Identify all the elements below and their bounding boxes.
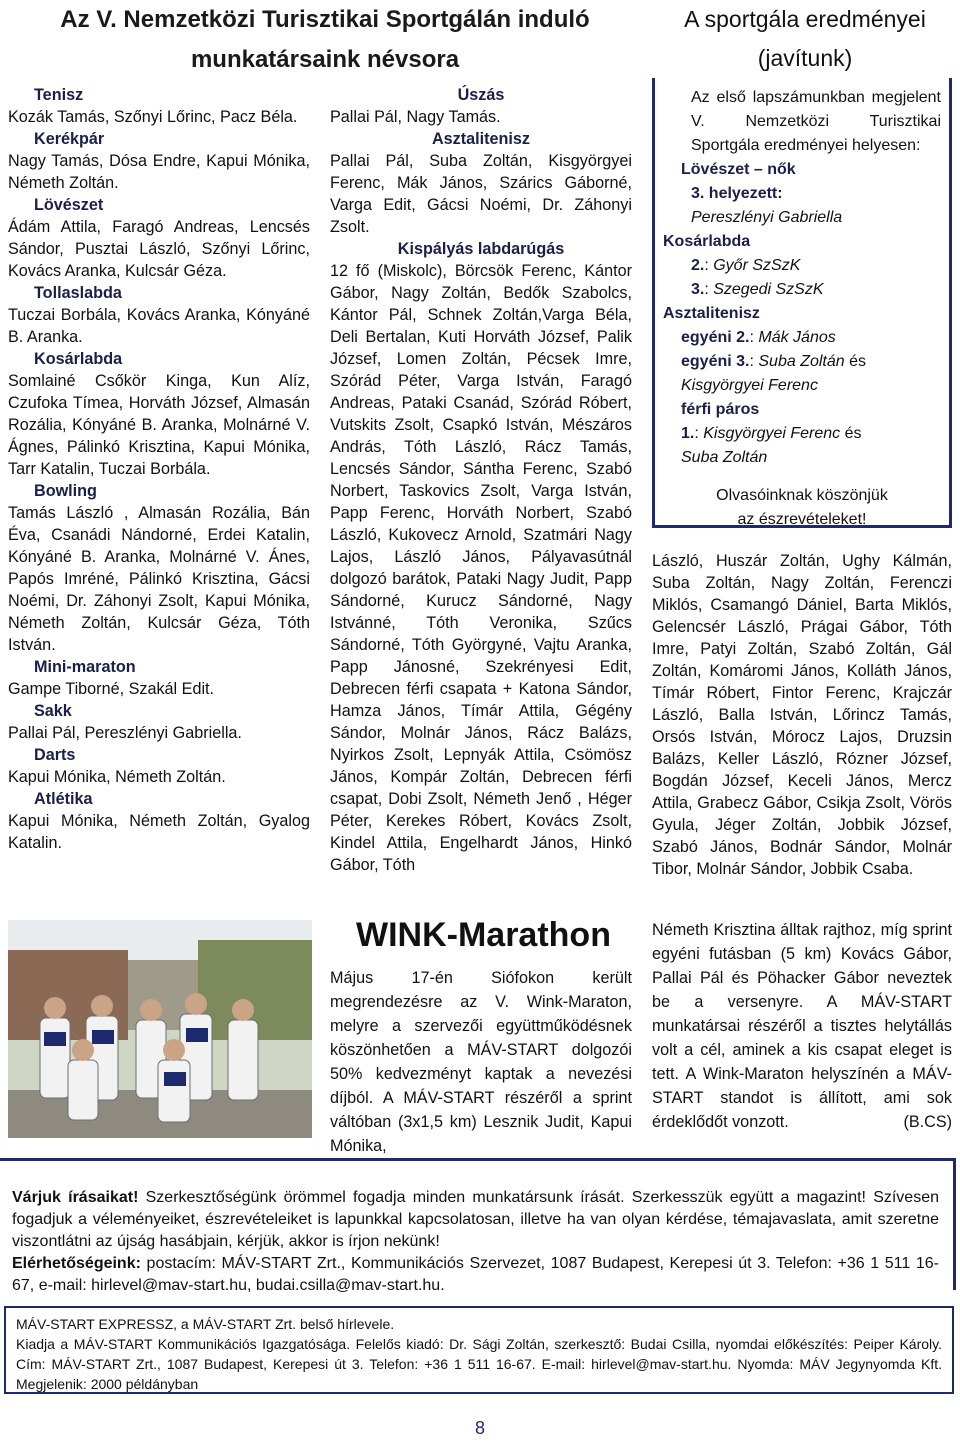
results-intro: Az első lapszámunkban megjelent V. Nemzetközi Turisztikai Sportgála eredményei helyesen: <box>691 89 941 154</box>
team-photo <box>8 920 312 1138</box>
result-heading: Kosárlabda <box>663 233 751 250</box>
participants-column-3: László, Huszár Zoltán, Ughy Kálmán, Suba Zoltán, Nagy Zoltán, Ferenczi Miklós, Csamangó Dániel, Barta Miklós, Gelencsér László, Prágai Gábor, Tóth Imre, Patyi Zoltán, Szabó Zoltán, Gál Zoltán, Komáromi János, Kolláth János, Tímár Róbert, Fintor Ferenc, Krajczár László, Balla István, Lőrincz Tamás, Orsós István, Mórocz Lajos, Druzsin Balázs, Keller László, Rózner József, Bogdán József, Keceli János, Mercz Attila, Grabecz Gábor, Csikja Zsolt, Vörös Gyula, Jéger Zoltán, Jobbik József, Szabó János, Bodnár Sándor, Molnár Tibor, Molnár Sándor, Jobbik Csaba. <box>652 552 952 878</box>
participants-column-2 <box>330 84 632 876</box>
results-title: A sportgála eredményei <box>684 6 926 32</box>
result-name: Suba Zoltán <box>758 353 845 370</box>
result-heading: Asztalitenisz <box>663 305 760 322</box>
participant-list: Kapui Mónika, Németh Zoltán, Gyalog Katalin. <box>8 812 310 852</box>
sport-heading: Kispályás labdarúgás <box>397 240 565 258</box>
result-place: egyéni 3. <box>681 353 750 370</box>
sport-heading: Tollaslabda <box>34 284 122 302</box>
sport-heading: Kosárlabda <box>34 350 123 368</box>
thanks-line-1: Olvasóinknak köszönjük <box>716 487 888 504</box>
participant-list: 12 fő (Miskolc), Börcsök Ferenc, Kántor Gábor, Nagy Zoltán, Bedők Szabolcs, Kántor Pál, Schnek Zoltán,Varga Béla, Deli Bertalan, Kuti Horváth József, Palik József, Lomen Zoltán, Pécsek Imre, Szórád Péter, Varga István, Faragó Andreas, Pataki Csanád, Szórád Róbert, Vutskits Zsolt, Csapkó István, Mészáros András, Tóth László, Rácz Tamás, Lencsés Sándor, Sántha Ferenc, Szabó Norbert, Taskovics Zsolt, Varga István, Papp Ferenc, Horváth Norbert, Szabó László, Kukovecz Arnold, Szatmári Nagy Lajos, László János, Pályavasútnál dolgozó barátok, Pataki Nagy Judit, Papp Sándorné, Kurucz Sándorné, Nagy Istvánné, Tóth Veronika, Szűcs Sándorné, Tóth Györgyné, Vajtu Aranka, Papp Jánosné, Szekrényesi Edit, Debrecen férfi csapata + Katona Sándor, Hamza János, Tímár Attila, Gégény Sándor, Molnár János, Rácz Balázs, Nyirkos Zsolt, Lepnyák Attila, Csömösz János, Kompár Zoltán, Debrecen férfi csapat, Dobi Zsolt, Németh Jenő , Héger Péter, Kerekes Róbert, Kovács Zsolt, Kindel Attila, Engelhardt János, Hinkó Gábor, Tóth <box>330 262 632 874</box>
participant-list: Tamás László , Almasán Rozália, Bán Éva, Csanádi Nándorné, Erdei Katalin, Kónyáné B. Aranka, Molnárné V. Ánes, Papós Imréné, Pálinkó Krisztina, Gácsi Noémi, Dr. Záhonyi Zsolt, Kapui Mónika, Németh Zoltán, Kulcsár Géza, Tóth István. <box>8 504 310 654</box>
call-to-action-text: Szerkesztőségünk örömmel fogadja minden munkatársunk írását. Szerkesszük együtt a magazint! Szívesen fogadjuk a véleményeiket, észrevételeiket is lapunkkal kapcsolatosan, illetve ha van olyan kérdése, témajavaslata, amit szeretne viszontlátni az újság hasábjain, kérjük, akkor is írjon nekünk! <box>12 1189 940 1250</box>
wink-article: Május 17-én Siófokon került megrendezésre az V. Wink-Maraton, melyre a szervezői együttműködésnek köszönhetően a MÁV-START dolgozói 50% kedvezményt kaptak a nevezési díjból. A MÁV-START részéről a sprint váltóban (3x1,5 km) Lesznik Judit, Kapui Mónika, <box>330 969 632 1155</box>
wink-text-continued: Németh Krisztina álltak rajthoz, míg sprint egyéni futásban (5 km) Kovács Gábor, Pallai Pál és Pöhacker Gábor neveztek be a versenyre. A MÁV-START munkatársai részéről a tisztes helytállás volt a cél, aminek a kis csapat eleget is tett. A Wink-Maraton helyszínén a MÁV-START standot is állított, ami sok érdeklődőt vonzott. <box>652 921 952 1131</box>
sport-heading: Kerékpár <box>34 130 105 148</box>
result-name: Suba Zoltán <box>681 449 768 466</box>
participant-list: Pallai Pál, Suba Zoltán, Kisgyörgyei Ferenc, Mák János, Szárics Gáborné, Varga Edit, Gácsi Noémi, Dr. Záhonyi Zsolt. <box>330 152 632 236</box>
results-subtitle: (javítunk) <box>757 45 853 71</box>
participant-list: Tuczai Borbála, Kovács Aranka, Kónyáné B. Aranka. <box>8 306 310 346</box>
page-number: 8 <box>474 1418 485 1438</box>
participant-list: Kozák Tamás, Szőnyi Lőrinc, Pacz Béla. <box>8 108 298 126</box>
result-name: Kisgyörgyei Ferenc <box>703 425 841 442</box>
result-name: Győr SzSzK <box>713 257 801 274</box>
result-name: Pereszlényi Gabriella <box>691 209 843 226</box>
sport-heading: Bowling <box>34 482 97 500</box>
participant-list: Kapui Mónika, Németh Zoltán. <box>8 768 226 786</box>
title-line-2: munkatársaink névsora <box>190 46 460 73</box>
wink-title: WINK-Marathon <box>356 916 611 954</box>
participant-list: Pallai Pál, Pereszlényi Gabriella. <box>8 724 242 742</box>
title-line-1: Az V. Nemzetközi Turisztikai Sportgálán induló <box>60 6 590 33</box>
thanks-line-2: az észrevételeket! <box>737 511 867 528</box>
sport-heading: Úszás <box>457 86 505 104</box>
contact-text: postacím: MÁV-START Zrt., Kommunikációs Szervezet, 1087 Budapest, Kerepesi út 3. Telefon: +36 1 511 16-67, e-mail: hirlevel@mav-start.hu, budai.csilla@mav-start.hu. <box>12 1255 939 1294</box>
sport-heading: Darts <box>34 746 76 764</box>
author-signature: (B.CS) <box>903 1113 952 1131</box>
result-place: egyéni 2. <box>681 329 750 346</box>
sport-heading: Atlétika <box>34 790 93 808</box>
result-heading: Lövészet – nők <box>681 161 796 178</box>
result-conjunction: és <box>844 425 862 442</box>
result-place: 3. helyezett: <box>691 185 783 202</box>
result-name: Mák János <box>758 329 836 346</box>
participant-list: Gampe Tiborné, Szakál Edit. <box>8 680 215 698</box>
thanks-note <box>663 484 941 532</box>
participant-list: Pallai Pál, Nagy Tamás. <box>330 108 501 126</box>
results-box: Az első lapszámunkban megjelent V. Nemzetközi Turisztikai Sportgála eredményei helyesen: Lövészet – nők 3. helyezett: Pereszlényi Gabriella Kosárlabda 2.: Győr SzSzK 3.: Szegedi SzSzK Asztalitenisz egyéni 2.: Mák János egyéni 3.: Suba Zoltán és Kisgyörgyei Ferenc férfi páros 1.: Kisgyörgyei Ferenc és Suba Zoltán Olvasóinknak köszönjük az észrevételeket! <box>652 78 952 528</box>
results-header <box>652 0 958 78</box>
call-to-action-label: Várjuk írásaikat! <box>12 1189 139 1206</box>
result-place: 2. <box>691 257 705 274</box>
participant-list: Somlainé Csőkör Kinga, Kun Alíz, Czufoka Tímea, Horváth József, Almasán Rozália, Kónyáné B. Aranka, Molnárné V. Ágnes, Pálinkó Krisztina, Kapui Mónika, Tarr Katalin, Tuczai Borbála. <box>8 372 310 478</box>
sport-heading: Lövészet <box>34 196 104 214</box>
participant-list: Nagy Tamás, Dósa Endre, Kapui Mónika, Németh Zoltán. <box>8 152 310 192</box>
page-title <box>0 0 650 80</box>
impressum <box>4 1306 954 1394</box>
sport-heading: Mini-maraton <box>34 658 136 676</box>
participant-list: Ádám Attila, Faragó Andreas, Lencsés Sándor, Pusztai László, Szőnyi Lőrinc, Kovács Aranka, Kulcsár Géza. <box>8 218 310 280</box>
participants-column-1 <box>8 84 310 854</box>
contact-box <box>0 1158 956 1294</box>
impressum-line-1: MÁV-START EXPRESSZ, a MÁV-START Zrt. belső hírlevele. <box>16 1316 395 1332</box>
result-place: 3. <box>691 281 705 298</box>
sport-heading: Tenisz <box>34 86 84 104</box>
sport-heading: Sakk <box>34 702 72 720</box>
result-place: 1. <box>681 425 695 442</box>
sport-heading: Asztalitenisz <box>431 130 531 148</box>
result-name: Kisgyörgyei Ferenc <box>681 377 818 394</box>
result-name: Szegedi SzSzK <box>713 281 824 298</box>
wink-article-continued <box>652 918 952 1134</box>
impressum-line-2: Kiadja a MÁV-START Kommunikációs Igazgatósága. Felelős kiadó: Dr. Sági Zoltán, szerkesztő: Budai Csilla, nyomdai előkészítés: Peiper Károly. Cím: MÁV-START Zrt., 1087 Budapest, Kerepesi út 3. Telefon: +36 1 511 16-67. E-mail: hirlevel@mav-start.hu. Nyomda: MÁV Jegynyomda Kft. Megjelenik: 2000 példányban <box>16 1336 942 1392</box>
result-conjunction: és <box>849 353 867 370</box>
contact-label: Elérhetőségeink: <box>12 1255 141 1272</box>
result-heading: férfi páros <box>681 401 760 418</box>
